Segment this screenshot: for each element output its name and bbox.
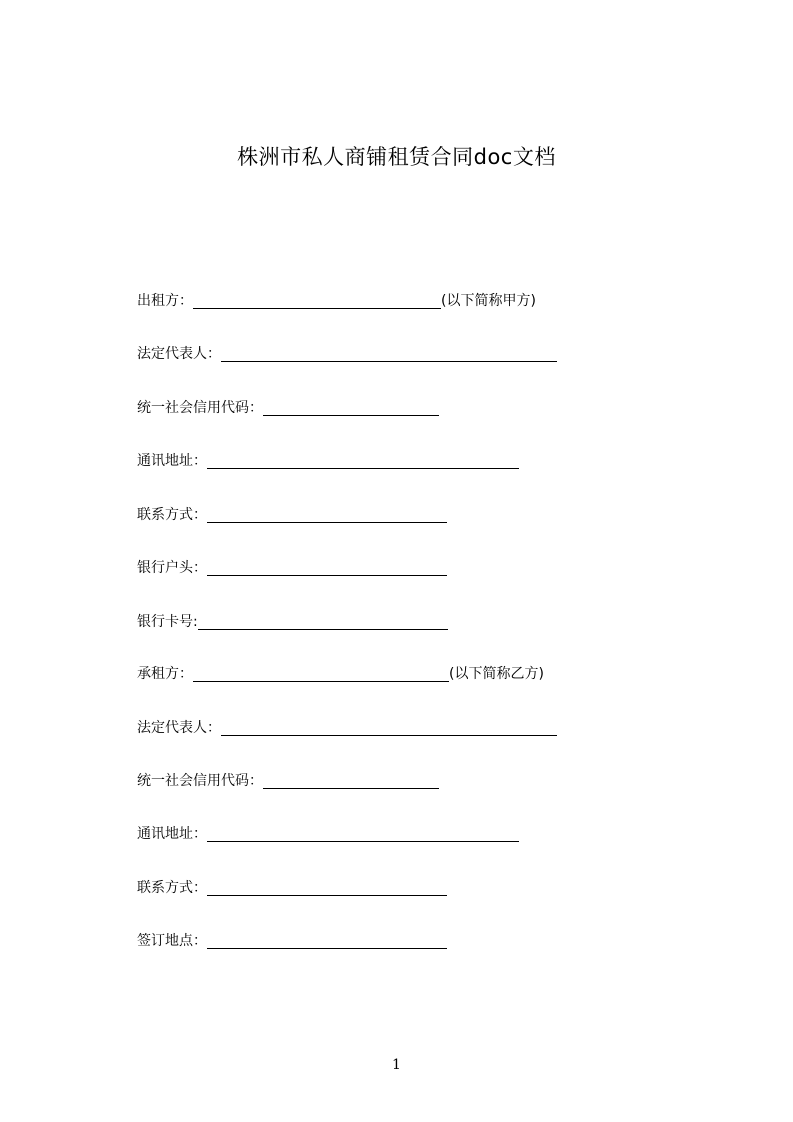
field-label: 法定代表人： <box>137 346 221 362</box>
fill-in-blank[interactable] <box>198 613 448 630</box>
signing-location-field <box>137 931 447 951</box>
lessor-credit-code-field <box>137 398 439 418</box>
field-label: 联系方式： <box>137 880 207 896</box>
field-label: 承租方： <box>137 666 193 682</box>
field-suffix: (以下简称乙方) <box>449 666 544 682</box>
field-label: 统一社会信用代码： <box>137 400 263 416</box>
lessee-field <box>137 664 544 684</box>
fill-in-blank[interactable] <box>207 452 519 469</box>
fill-in-blank[interactable] <box>221 719 557 736</box>
lessor-legal-representative-field <box>137 344 557 364</box>
lessee-credit-code-field <box>137 771 439 791</box>
lessor-field <box>137 291 536 311</box>
lessor-contact-field <box>137 505 447 525</box>
lessor-address-field <box>137 451 519 471</box>
fill-in-blank[interactable] <box>207 506 447 523</box>
lessee-contact-field <box>137 878 447 898</box>
bank-card-number-field <box>137 612 448 632</box>
field-label: 出租方： <box>137 293 193 309</box>
lessee-legal-representative-field <box>137 718 557 738</box>
fill-in-blank[interactable] <box>193 292 441 309</box>
fill-in-blank[interactable] <box>207 825 519 842</box>
fill-in-blank[interactable] <box>207 559 447 576</box>
fill-in-blank[interactable] <box>207 932 447 949</box>
fill-in-blank[interactable] <box>207 879 447 896</box>
field-label: 统一社会信用代码： <box>137 773 263 789</box>
fill-in-blank[interactable] <box>221 345 557 362</box>
field-label: 通讯地址： <box>137 453 207 469</box>
document-title: 株洲市私人商铺租赁合同doc文档 <box>237 145 556 169</box>
fill-in-blank[interactable] <box>263 772 439 789</box>
lessee-address-field <box>137 824 519 844</box>
field-label: 银行户头： <box>137 560 207 576</box>
field-label: 通讯地址： <box>137 826 207 842</box>
field-label: 法定代表人： <box>137 720 221 736</box>
field-suffix: (以下简称甲方) <box>441 293 536 309</box>
field-label: 银行卡号: <box>137 614 198 630</box>
page-number: 1 <box>392 1057 401 1073</box>
bank-account-name-field <box>137 558 447 578</box>
field-label: 联系方式： <box>137 507 207 523</box>
field-label: 签订地点： <box>137 933 207 949</box>
fill-in-blank[interactable] <box>193 665 449 682</box>
fill-in-blank[interactable] <box>263 399 439 416</box>
